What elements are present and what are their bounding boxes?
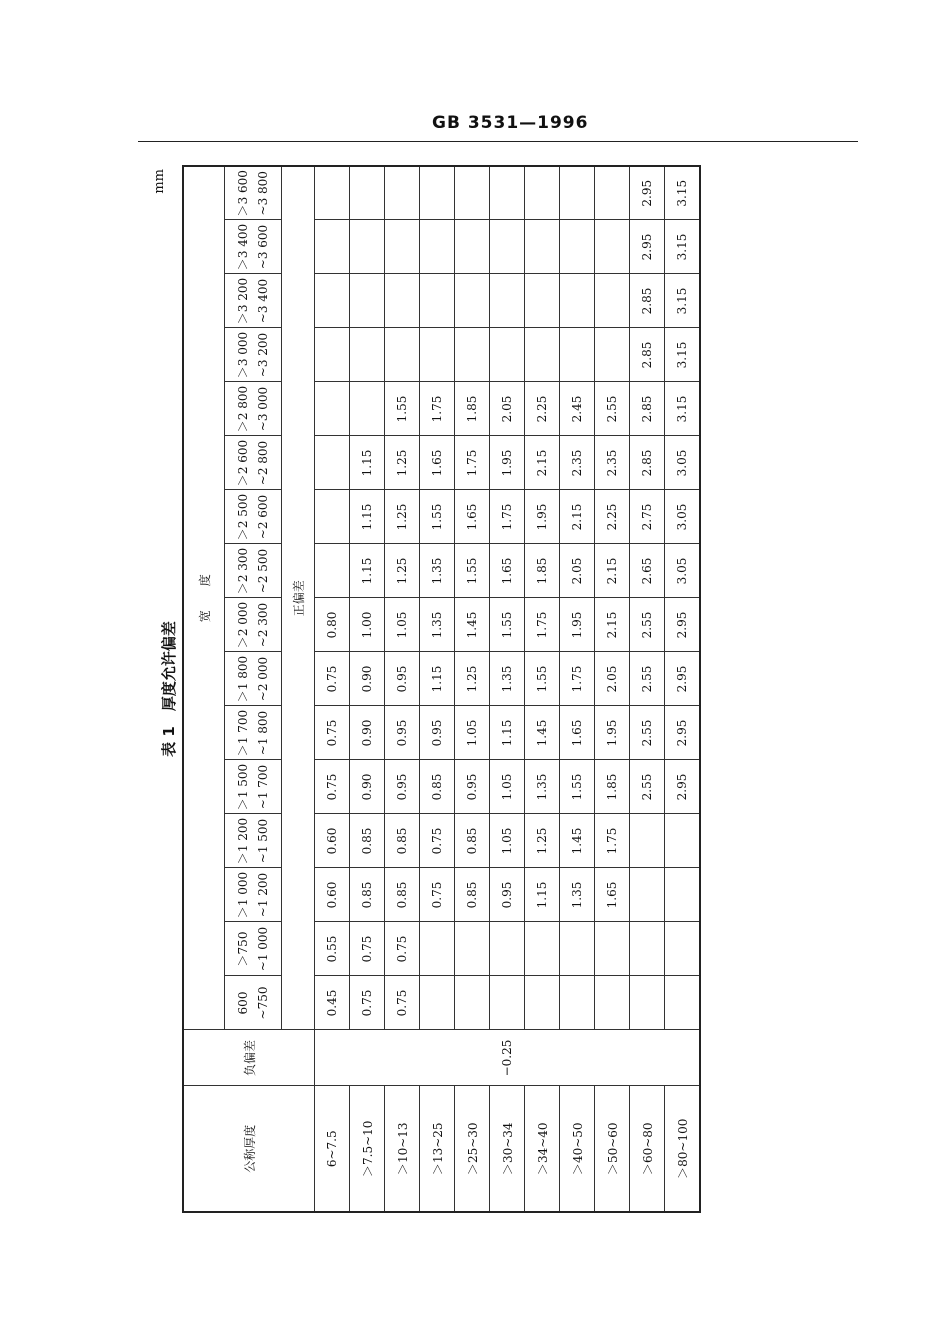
positive-deviation-cell: 3.15 [665,274,701,328]
standard-code-header: GB 3531—1996 [432,113,589,133]
positive-deviation-cell: 0.45 [315,976,350,1030]
width-range-lower: ＞750 [236,931,250,967]
width-range-upper: ~3 400 [256,278,270,324]
positive-deviation-cell [595,166,630,220]
width-range-upper: ~3 800 [256,171,270,216]
positive-deviation-cell [350,382,385,436]
positive-deviation-cell: 0.75 [315,652,350,706]
positive-deviation-cell [490,976,525,1030]
positive-deviation-cell [350,166,385,220]
positive-deviation-cell: 2.55 [630,706,665,760]
positive-deviation-cell [315,274,350,328]
positive-deviation-cell: 0.85 [385,868,420,922]
positive-deviation-cell [315,220,350,274]
nominal-thickness-cell: ＞30~34 [490,1086,525,1212]
positive-deviation-cell: 1.85 [595,760,630,814]
positive-deviation-cell [560,220,595,274]
positive-deviation-cell: 3.05 [665,490,701,544]
positive-deviation-cell: 2.95 [665,706,701,760]
positive-deviation-cell: 3.05 [665,436,701,490]
width-range-lower: ＞3 000 [236,331,250,379]
positive-deviation-cell: 1.35 [560,868,595,922]
positive-deviation-cell [665,814,701,868]
thickness-tolerance-table [182,165,701,1213]
positive-deviation-cell: 2.15 [525,436,560,490]
positive-deviation-cell: 1.05 [385,598,420,652]
positive-deviation-cell: 1.15 [420,652,455,706]
width-range-upper: ~2 300 [256,602,270,648]
negative-deviation-cell: −0.25 [315,1030,701,1086]
positive-deviation-cell: 2.65 [630,544,665,598]
width-range-header [225,544,282,598]
positive-deviation-cell: 1.25 [525,814,560,868]
positive-deviation-cell: 2.05 [560,544,595,598]
positive-deviation-cell: 0.95 [420,706,455,760]
positive-deviation-cell [490,274,525,328]
table-title: 表 1 厚度允许偏差 [160,621,178,757]
positive-deviation-cell [665,976,701,1030]
width-range-lower: 600 [236,991,250,1015]
positive-deviation-cell [455,220,490,274]
positive-deviation-cell: 1.95 [490,436,525,490]
width-range-lower: ＞2 000 [236,601,250,649]
positive-deviation-cell [560,922,595,976]
positive-deviation-cell [455,922,490,976]
positive-deviation-cell: 2.15 [595,544,630,598]
positive-deviation-cell [420,328,455,382]
positive-deviation-cell: 0.85 [455,814,490,868]
positive-deviation-cell [595,274,630,328]
positive-deviation-cell: 2.85 [630,328,665,382]
positive-deviation-cell [315,328,350,382]
nominal-thickness-cell: ＞50~60 [595,1086,630,1212]
width-range-header [225,922,282,976]
positive-deviation-cell [315,490,350,544]
positive-deviation-cell: 0.75 [385,922,420,976]
positive-deviation-cell [630,814,665,868]
positive-deviation-cell [560,166,595,220]
width-range-header [225,868,282,922]
positive-deviation-cell: 0.75 [420,814,455,868]
positive-deviation-cell: 1.35 [420,544,455,598]
positive-deviation-cell: 1.95 [595,706,630,760]
table-row [315,166,350,1212]
positive-deviation-cell: 1.55 [455,544,490,598]
positive-deviation-cell: 0.95 [385,706,420,760]
positive-deviation-cell: 2.85 [630,382,665,436]
positive-deviation-cell [455,976,490,1030]
nominal-thickness-cell: ＞7.5~10 [350,1086,385,1212]
width-range-header [225,436,282,490]
nominal-thickness-cell: ＞60~80 [630,1086,665,1212]
positive-deviation-cell [315,544,350,598]
nominal-thickness-cell: ＞13~25 [420,1086,455,1212]
positive-deviation-cell: 1.85 [525,544,560,598]
width-range-header [225,166,282,220]
positive-deviation-cell [315,382,350,436]
positive-deviation-cell [420,274,455,328]
positive-deviation-cell [560,976,595,1030]
positive-deviation-cell: 0.75 [350,922,385,976]
width-range-upper: ~2 800 [256,440,270,486]
width-range-header [225,490,282,544]
positive-deviation-cell: 0.95 [455,760,490,814]
positive-deviation-cell: 0.75 [385,976,420,1030]
positive-deviation-cell: 2.95 [630,220,665,274]
positive-deviation-cell [525,274,560,328]
positive-deviation-cell: 1.75 [595,814,630,868]
nominal-thickness-header: 公称厚度 [183,1086,315,1212]
header-divider [138,141,858,142]
width-range-lower: ＞1 200 [236,817,250,865]
positive-deviation-cell [525,922,560,976]
positive-deviation-cell: 2.95 [665,652,701,706]
positive-deviation-cell: 2.85 [630,274,665,328]
positive-deviation-cell: 1.65 [490,544,525,598]
positive-deviation-cell [315,166,350,220]
positive-deviation-cell: 1.65 [455,490,490,544]
width-range-lower: ＞1 700 [236,709,250,757]
positive-deviation-cell: 0.60 [315,868,350,922]
width-range-lower: ＞3 600 [236,170,250,217]
positive-deviation-cell: 2.35 [595,436,630,490]
positive-deviation-cell: 1.05 [490,760,525,814]
width-range-upper: ~1 000 [256,926,270,972]
positive-deviation-cell: 1.25 [385,544,420,598]
rotated-table-region [142,165,702,1213]
positive-deviation-cell: 1.55 [385,382,420,436]
positive-deviation-cell: 1.55 [560,760,595,814]
positive-deviation-cell: 0.75 [315,760,350,814]
positive-deviation-cell: 1.25 [385,490,420,544]
width-range-upper: ~1 500 [256,818,270,864]
width-range-upper: ~3 600 [256,224,270,270]
nominal-thickness-cell: ＞34~40 [525,1086,560,1212]
positive-deviation-cell [595,328,630,382]
width-range-header [225,706,282,760]
positive-deviation-cell [350,220,385,274]
positive-deviation-cell [525,328,560,382]
positive-deviation-cell: 2.05 [490,382,525,436]
nominal-thickness-cell: ＞80~100 [665,1086,701,1212]
positive-deviation-cell: 1.15 [350,490,385,544]
positive-deviation-cell: 2.35 [560,436,595,490]
positive-deviation-cell: 0.85 [350,868,385,922]
positive-deviation-cell [490,166,525,220]
positive-deviation-cell [315,436,350,490]
positive-deviation-cell [595,976,630,1030]
positive-deviation-cell: 1.25 [455,652,490,706]
positive-deviation-cell [385,166,420,220]
positive-deviation-cell: 0.90 [350,706,385,760]
nominal-thickness-cell: 6~7.5 [315,1086,350,1212]
positive-deviation-cell [350,274,385,328]
width-range-header [225,760,282,814]
positive-deviation-cell: 1.05 [490,814,525,868]
positive-deviation-cell: 1.15 [350,436,385,490]
width-range-upper: ~3 200 [256,332,270,378]
positive-deviation-cell: 3.15 [665,220,701,274]
width-range-upper: ~1 200 [256,872,270,918]
positive-deviation-cell [420,922,455,976]
positive-deviation-cell: 0.85 [420,760,455,814]
positive-deviation-cell: 0.75 [350,976,385,1030]
positive-deviation-cell [385,328,420,382]
positive-deviation-cell: 2.55 [595,382,630,436]
positive-deviation-cell [490,328,525,382]
positive-deviation-cell: 2.75 [630,490,665,544]
positive-deviation-cell [665,868,701,922]
positive-deviation-cell: 1.35 [420,598,455,652]
positive-deviation-cell [490,922,525,976]
positive-deviation-cell: 1.55 [420,490,455,544]
positive-deviation-cell: 0.90 [350,760,385,814]
positive-deviation-cell: 2.55 [630,760,665,814]
positive-deviation-cell: 1.45 [455,598,490,652]
positive-deviation-cell [630,922,665,976]
positive-deviation-cell: 1.75 [455,436,490,490]
positive-deviation-cell: 1.15 [525,868,560,922]
width-range-upper: ~750 [256,986,270,1020]
positive-deviation-cell [525,976,560,1030]
width-range-upper: ~1 800 [256,710,270,756]
width-range-header [225,274,282,328]
positive-deviation-cell: 2.45 [560,382,595,436]
positive-deviation-cell: 1.00 [350,598,385,652]
positive-deviation-cell [595,922,630,976]
nominal-thickness-cell: ＞10~13 [385,1086,420,1212]
width-range-upper: ~3 000 [256,386,270,432]
positive-deviation-cell [630,868,665,922]
positive-deviation-cell [420,976,455,1030]
width-range-lower: ＞2 600 [236,439,250,487]
nominal-thickness-cell: ＞25~30 [455,1086,490,1212]
positive-deviation-cell: 0.95 [490,868,525,922]
width-range-upper: ~2 000 [256,656,270,702]
width-range-header [225,598,282,652]
positive-deviation-cell: 3.05 [665,544,701,598]
positive-deviation-cell [455,328,490,382]
positive-deviation-cell: 1.55 [525,652,560,706]
nominal-thickness-cell: ＞40~50 [560,1086,595,1212]
width-group-header: 宽 度 [183,166,225,1030]
positive-deviation-cell: 2.05 [595,652,630,706]
positive-deviation-cell [595,220,630,274]
width-range-lower: ＞2 800 [236,385,250,433]
width-range-lower: ＞1 000 [236,871,250,919]
unit-label: mm [152,169,167,194]
positive-deviation-cell: 0.85 [385,814,420,868]
width-range-header [225,328,282,382]
positive-deviation-cell: 3.15 [665,328,701,382]
positive-deviation-cell [455,166,490,220]
positive-deviation-cell: 2.25 [595,490,630,544]
positive-deviation-cell: 1.65 [595,868,630,922]
positive-deviation-cell: 1.05 [455,706,490,760]
positive-deviation-cell: 1.85 [455,382,490,436]
positive-deviation-cell: 1.75 [420,382,455,436]
width-range-upper: ~1 700 [256,764,270,810]
positive-deviation-cell [420,166,455,220]
positive-deviation-cell: 1.35 [490,652,525,706]
positive-deviation-cell: 1.35 [525,760,560,814]
positive-deviation-cell [525,220,560,274]
positive-deviation-cell [630,976,665,1030]
positive-deviation-cell: 1.15 [350,544,385,598]
positive-deviation-cell: 0.95 [385,652,420,706]
positive-deviation-cell: 0.75 [420,868,455,922]
positive-deviation-header: 正偏差 [282,166,315,1030]
positive-deviation-cell [560,274,595,328]
table-body [315,166,701,1212]
positive-deviation-cell [350,328,385,382]
width-range-header [225,382,282,436]
positive-deviation-cell [490,220,525,274]
width-range-upper: ~2 600 [256,494,270,540]
positive-deviation-cell [455,274,490,328]
positive-deviation-cell: 3.15 [665,166,701,220]
positive-deviation-cell: 0.85 [455,868,490,922]
positive-deviation-cell [385,274,420,328]
width-range-lower: ＞3 400 [236,223,250,271]
positive-deviation-cell: 0.95 [385,760,420,814]
width-range-header [225,976,282,1030]
positive-deviation-cell: 1.25 [385,436,420,490]
positive-deviation-cell: 3.15 [665,382,701,436]
positive-deviation-cell: 1.75 [560,652,595,706]
positive-deviation-cell: 1.55 [490,598,525,652]
positive-deviation-cell: 0.55 [315,922,350,976]
positive-deviation-cell [385,220,420,274]
positive-deviation-cell: 0.90 [350,652,385,706]
positive-deviation-cell: 1.95 [560,598,595,652]
positive-deviation-cell: 0.75 [315,706,350,760]
positive-deviation-cell: 2.55 [630,598,665,652]
positive-deviation-cell: 1.75 [525,598,560,652]
positive-deviation-cell: 1.75 [490,490,525,544]
positive-deviation-cell: 0.60 [315,814,350,868]
positive-deviation-cell: 1.15 [490,706,525,760]
width-range-header [225,652,282,706]
negative-deviation-header: 负偏差 [183,1030,315,1086]
positive-deviation-cell: 2.85 [630,436,665,490]
positive-deviation-cell [665,922,701,976]
positive-deviation-cell [420,220,455,274]
width-range-header [225,814,282,868]
positive-deviation-cell: 0.85 [350,814,385,868]
positive-deviation-cell: 2.95 [665,598,701,652]
positive-deviation-cell: 1.45 [525,706,560,760]
positive-deviation-cell: 2.95 [665,760,701,814]
positive-deviation-cell: 2.95 [630,166,665,220]
positive-deviation-cell: 2.25 [525,382,560,436]
positive-deviation-cell: 1.45 [560,814,595,868]
positive-deviation-cell [525,166,560,220]
positive-deviation-cell: 0.80 [315,598,350,652]
positive-deviation-cell: 2.55 [630,652,665,706]
positive-deviation-cell: 1.95 [525,490,560,544]
width-range-upper: ~2 500 [256,548,270,594]
positive-deviation-cell [560,328,595,382]
width-range-header [225,220,282,274]
width-range-lower: ＞3 200 [236,277,250,325]
width-range-lower: ＞1 500 [236,763,250,811]
positive-deviation-cell: 2.15 [560,490,595,544]
width-range-lower: ＞1 800 [236,655,250,703]
positive-deviation-cell: 1.65 [560,706,595,760]
width-range-lower: ＞2 300 [236,547,250,595]
positive-deviation-cell: 1.65 [420,436,455,490]
positive-deviation-cell: 2.15 [595,598,630,652]
width-range-lower: ＞2 500 [236,493,250,541]
